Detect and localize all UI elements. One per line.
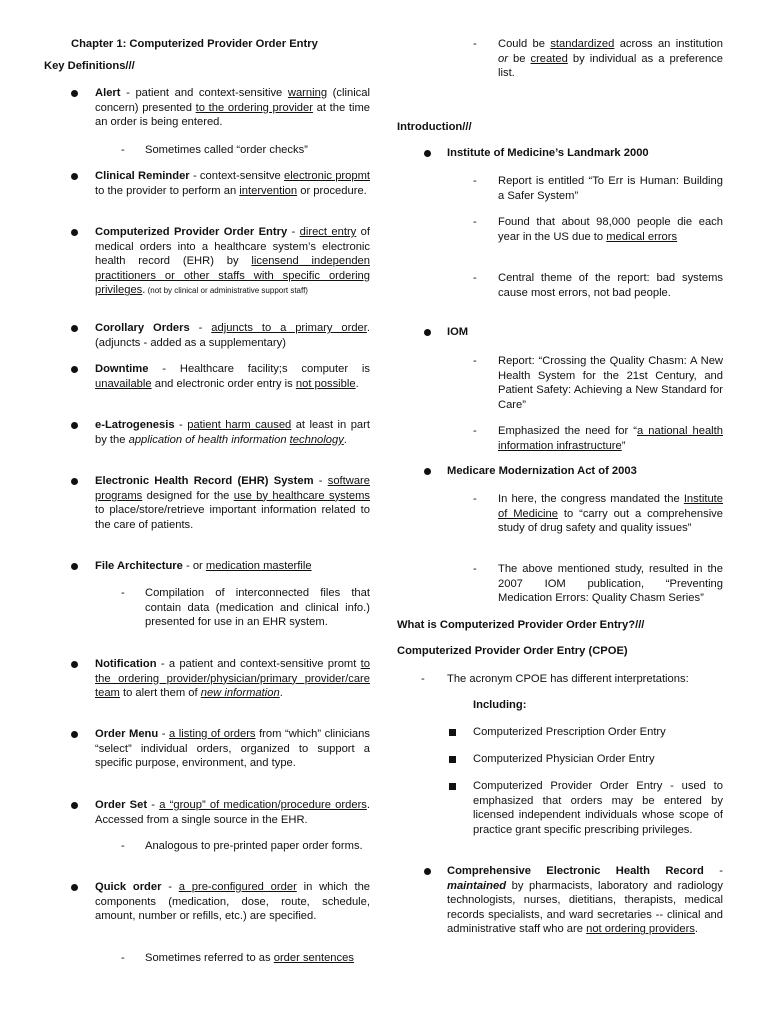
bullet-icon bbox=[71, 563, 78, 570]
definition-notification: Notification - a patient and context-sensitive promt to the ordering provider/physician/primary provider/care team to alert them of new information. bbox=[95, 658, 370, 700]
iom-landmark-point-3: Central theme of the report: bad systems cause most errors, not bad people. bbox=[498, 272, 723, 299]
medicare-point-2: The above mentioned study, resulted in the 2007 IOM publication, “Preventing Medication Errors: Quality Chasm Series” bbox=[498, 563, 723, 605]
definition-cpoe: Computerized Provider Order Entry - direct entry of medical orders into a healthcare system’s electronic health record (EHR) by licensend independen practitioners or other staffs with specific ordering privileges. (not by clinical or administrative support staff) bbox=[95, 226, 370, 297]
bullet-icon bbox=[71, 325, 78, 332]
iom-landmark-point-1: Report is entitled “To Err is Human: Building a Safer System” bbox=[498, 175, 723, 202]
definition-order-set: Order Set - a “group” of medication/procedure orders. Accessed from a single source in the EHR. bbox=[95, 799, 370, 826]
interpretation-item: Computerized Physician Order Entry bbox=[473, 753, 655, 765]
square-bullet-icon bbox=[449, 729, 456, 736]
bullet-icon bbox=[71, 802, 78, 809]
bullet-icon bbox=[71, 173, 78, 180]
cpoe-heading: Computerized Provider Order Entry (CPOE) bbox=[397, 645, 628, 657]
introduction-heading: Introduction/// bbox=[397, 121, 472, 133]
bullet-icon bbox=[71, 731, 78, 738]
bullet-icon bbox=[71, 422, 78, 429]
dash-icon: - bbox=[473, 355, 477, 367]
dash-icon: - bbox=[473, 493, 477, 505]
dash-icon: - bbox=[473, 563, 477, 575]
dash-icon: - bbox=[473, 272, 477, 284]
definition-file-architecture: File Architecture - or medication masterfile bbox=[95, 560, 312, 572]
iom-landmark-heading: Institute of Medicine’s Landmark 2000 bbox=[447, 147, 649, 159]
dash-icon: - bbox=[473, 175, 477, 187]
definition-alert: Alert - patient and context-sensitive warning (clinical concern) presented to the ordering provider at the time an order is being entered. bbox=[95, 87, 371, 129]
iom-point-2: Emphasized the need for “a national health information infrastructure” bbox=[498, 425, 723, 452]
interpretation-item: Computerized Prescription Order Entry bbox=[473, 726, 666, 738]
file-architecture-subpoint: Compilation of interconnected files that contain data (medication and clinical info.) presented for use in an EHR system. bbox=[145, 587, 370, 629]
bullet-icon bbox=[424, 468, 431, 475]
bullet-icon bbox=[424, 150, 431, 157]
dash-icon: - bbox=[121, 587, 125, 599]
dash-icon: - bbox=[421, 673, 425, 685]
dash-icon: - bbox=[473, 216, 477, 228]
square-bullet-icon bbox=[449, 756, 456, 763]
definition-corollary-orders: Corollary Orders - adjuncts to a primary order. (adjuncts - added as a supplementary) bbox=[95, 322, 371, 349]
bullet-icon bbox=[424, 329, 431, 336]
order-set-subpoint: Analogous to pre-printed paper order forms. bbox=[145, 840, 363, 852]
bullet-icon bbox=[71, 366, 78, 373]
medicare-heading: Medicare Modernization Act of 2003 bbox=[447, 465, 637, 477]
what-is-cpoe-heading: What is Computerized Provider Order Entry?/// bbox=[397, 619, 645, 631]
iom-heading: IOM bbox=[447, 326, 469, 338]
square-bullet-icon bbox=[449, 783, 456, 790]
dash-icon: - bbox=[121, 952, 125, 964]
medicare-point-1: In here, the congress mandated the Institute of Medicine to “carry out a comprehensive study of drug safety and quality issues” bbox=[498, 493, 723, 535]
dash-icon: - bbox=[121, 144, 125, 156]
definition-quick-order: Quick order - a pre-configured order in which the components (medication, dose, route, schedule, amount, number or refills, etc.) are specified. bbox=[95, 881, 371, 923]
dash-icon: - bbox=[121, 840, 125, 852]
alert-subpoint: Sometimes called “order checks” bbox=[145, 144, 308, 156]
chapter-title: Chapter 1: Computerized Provider Order Entry bbox=[71, 38, 318, 50]
order-menu-continuation: Could be standardized across an institution or be created by individual as a preference list. bbox=[498, 38, 723, 80]
definition-comprehensive-ehr: Comprehensive Electronic Health Record - maintained by pharmacists, laboratory and radiology technologists, nurses, dietitians, therapists, medical records specialists, and ward secretaries -- clinical and administrative staff who are not ordering providers. bbox=[447, 865, 723, 936]
bullet-icon bbox=[71, 661, 78, 668]
bullet-icon bbox=[71, 229, 78, 236]
dash-icon: - bbox=[473, 425, 477, 437]
definition-order-menu: Order Menu - a listing of orders from “which” clinicians “select” individual orders, organized to support a specific purpose, environment, and type. bbox=[95, 728, 370, 770]
bullet-icon bbox=[424, 868, 431, 875]
definition-e-iatrogenesis: e-Latrogenesis - patient harm caused at least in part by the application of health information technology. bbox=[95, 419, 370, 446]
dash-icon: - bbox=[473, 38, 477, 50]
iom-landmark-point-2: Found that about 98,000 people die each year in the US due to medical errors bbox=[498, 216, 723, 243]
definition-ehr-system: Electronic Health Record (EHR) System - software programs designed for the use by healthcare systems to place/store/retrieve important information related to the care of patients. bbox=[95, 475, 370, 531]
bullet-icon bbox=[71, 884, 78, 891]
bullet-icon bbox=[71, 478, 78, 485]
iom-point-1: Report: “Crossing the Quality Chasm: A New Health System for the 21st Century, and Patient Safety: Achieving a New Standard for Care” bbox=[498, 355, 723, 411]
definition-downtime: Downtime - Healthcare facility;s computer is unavailable and electronic order entry is not possible. bbox=[95, 363, 370, 390]
quick-order-subpoint: Sometimes referred to as order sentences bbox=[145, 952, 354, 964]
including-label: Including: bbox=[473, 699, 527, 711]
bullet-icon bbox=[71, 90, 78, 97]
definition-clinical-reminder: Clinical Reminder - context-sensitve electronic propmt to the provider to perform an intervention or procedure. bbox=[95, 170, 371, 197]
interpretation-item: Computerized Provider Order Entry - used to emphasized that orders may be entered by licensed independent individuals whose scope of practice grant specific prescribing privileges. bbox=[473, 780, 723, 836]
cpoe-acronym-text: The acronym CPOE has different interpretations: bbox=[447, 673, 689, 685]
key-definitions-heading: Key Definitions/// bbox=[44, 60, 135, 72]
